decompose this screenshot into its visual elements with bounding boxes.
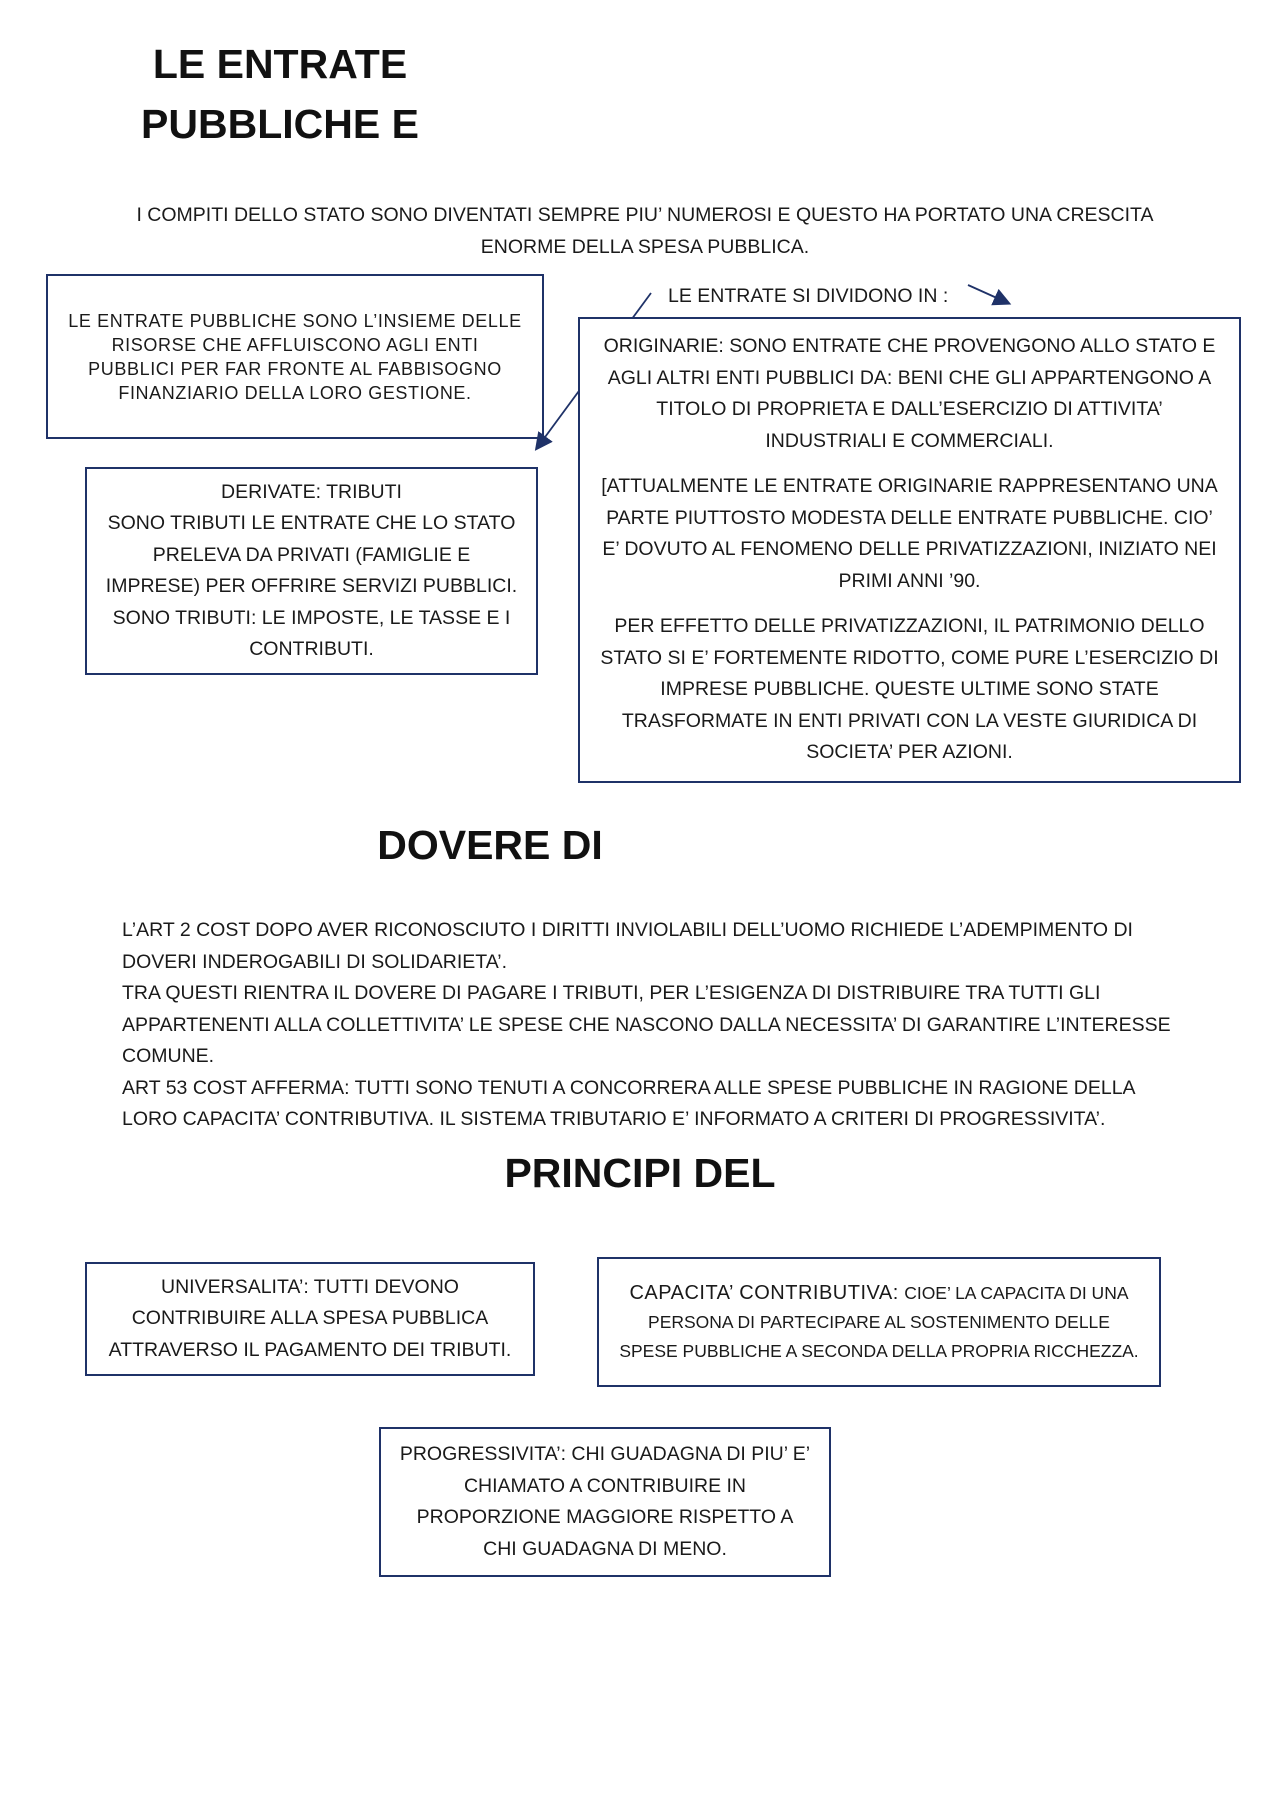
capacita-box (597, 1257, 1161, 1387)
progressivita-box (379, 1427, 831, 1577)
universalita-text: UNIVERSALITA’: TUTTI DEVONO CONTRIBUIRE ALLA SPESA PUBBLICA ATTRAVERSO IL PAGAMENTO DEI TRIBUTI. (108, 1275, 512, 1361)
derivate-title: DERIVATE: TRIBUTI (221, 480, 402, 503)
definition-text: LE ENTRATE PUBBLICHE SONO L’INSIEME DELLE RISORSE CHE AFFLUISCONO AGLI ENTI PUBBLICI PER FAR FRONTE AL FABBISOGNO FINANZIARIO DELLA LORO GESTIONE. (68, 310, 522, 403)
intro-text: I COMPITI DELLO STATO SONO DIVENTATI SEMPRE PIU’ NUMEROSI E QUESTO HA PORTATO UNA CRESCITA ENORME DELLA SPESA PUBBLICA. (136, 204, 1154, 258)
originarie-p3: PER EFFETTO DELLE PRIVATIZZAZIONI, IL PATRIMONIO DELLO STATO SI E’ FORTEMENTE RIDOTTO, COME PURE L’ESERCIZIO DI IMPRESE PUBBLICHE. QUESTE ULTIME SONO STATE TRASFORMATE IN ENTI PRIVATI CON LA VESTE GIURIDICA DI SOCIETA’ PER AZIONI. (600, 615, 1219, 764)
originarie-p2: [ATTUALMENTE LE ENTRATE ORIGINARIE RAPPRESENTANO UNA PARTE PIUTTOSTO MODESTA DELLE ENTRATE PUBBLICHE. CIO’ E’ DOVUTO AL FENOMENO DELLE PRIVATIZZAZIONI, INIZIATO NEI PRIMI ANNI ’90. (601, 475, 1218, 592)
title-line-2: PUBBLICHE E (141, 101, 419, 147)
dovere-line: LORO CAPACITA’ CONTRIBUTIVA. IL SISTEMA TRIBUTARIO E’ INFORMATO A CRITERI DI PROGRESSIVITA’. (122, 1108, 1106, 1130)
dovere-line: TRA QUESTI RIENTRA IL DOVERE DI PAGARE I TRIBUTI, PER L’ESIGENZA DI DISTRIBUIRE TRA TUTTI GLI (122, 982, 1101, 1004)
section2-title: DOVERE DI (377, 822, 603, 868)
title-line-1: LE ENTRATE (152, 41, 408, 87)
divide-label: LE ENTRATE SI DIVIDONO IN : (668, 285, 949, 307)
originarie-box (578, 317, 1241, 783)
dovere-line: APPARTENENTI ALLA COLLETTIVITA’ LE SPESE CHE NASCONO DALLA NECESSITA’ DI GARANTIRE L’INTERESSE (122, 1013, 1171, 1036)
capacita-text (619, 1279, 1139, 1366)
section3-title: PRINCIPI DEL (504, 1150, 776, 1196)
dovere-line: L’ART 2 COST DOPO AVER RICONOSCIUTO I DIRITTI INVIOLABILI DELL’UOMO RICHIEDE L’ADEMPIMENTO DI (122, 919, 1133, 941)
progressivita-text: PROGRESSIVITA’: CHI GUADAGNA DI PIU’ E’ CHIAMATO A CONTRIBUIRE IN PROPORZIONE MAGGIORE RISPETTO A CHI GUADAGNA DI MENO. (399, 1443, 811, 1560)
derivate-body: SONO TRIBUTI LE ENTRATE CHE LO STATO PRELEVA DA PRIVATI (FAMIGLIE E IMPRESE) PER OFFRIRE SERVIZI PUBBLICI. SONO TRIBUTI: LE IMPOSTE, LE TASSE E I CONTRIBUTI. (105, 512, 518, 660)
dovere-line: COMUNE. (122, 1045, 215, 1067)
originarie-p1: ORIGINARIE: SONO ENTRATE CHE PROVENGONO ALLO STATO E AGLI ALTRI ENTI PUBBLICI DA: BENI CHE GLI APPARTENGONO A TITOLO DI PROPRIETA E DALL’ESERCIZIO DI ATTIVITA’ INDUSTRIALI E COMMERCIALI. (603, 335, 1216, 452)
capacita-body: CIOE’ LA CAPACITA DI UNA PERSONA DI PARTECIPARE AL SOSTENIMENTO DELLE SPESE PUBBLICHE A SECONDA DELLA PROPRIA RICCHEZZA. (619, 1282, 1139, 1361)
dovere-line: ART 53 COST AFFERMA: TUTTI SONO TENUTI A CONCORRERA ALLE SPESE PUBBLICHE IN RAGIONE DELLA (122, 1076, 1136, 1099)
derivate-box (85, 467, 538, 675)
dovere-text (122, 915, 1202, 1136)
capacita-head: CAPACITA’ CONTRIBUTIVA: (629, 1281, 899, 1304)
universalita-box (85, 1262, 535, 1376)
arrow-to-originarie (968, 285, 1008, 303)
dovere-line: DOVERI INDEROGABILI DI SOLIDARIETA’. (122, 950, 508, 973)
